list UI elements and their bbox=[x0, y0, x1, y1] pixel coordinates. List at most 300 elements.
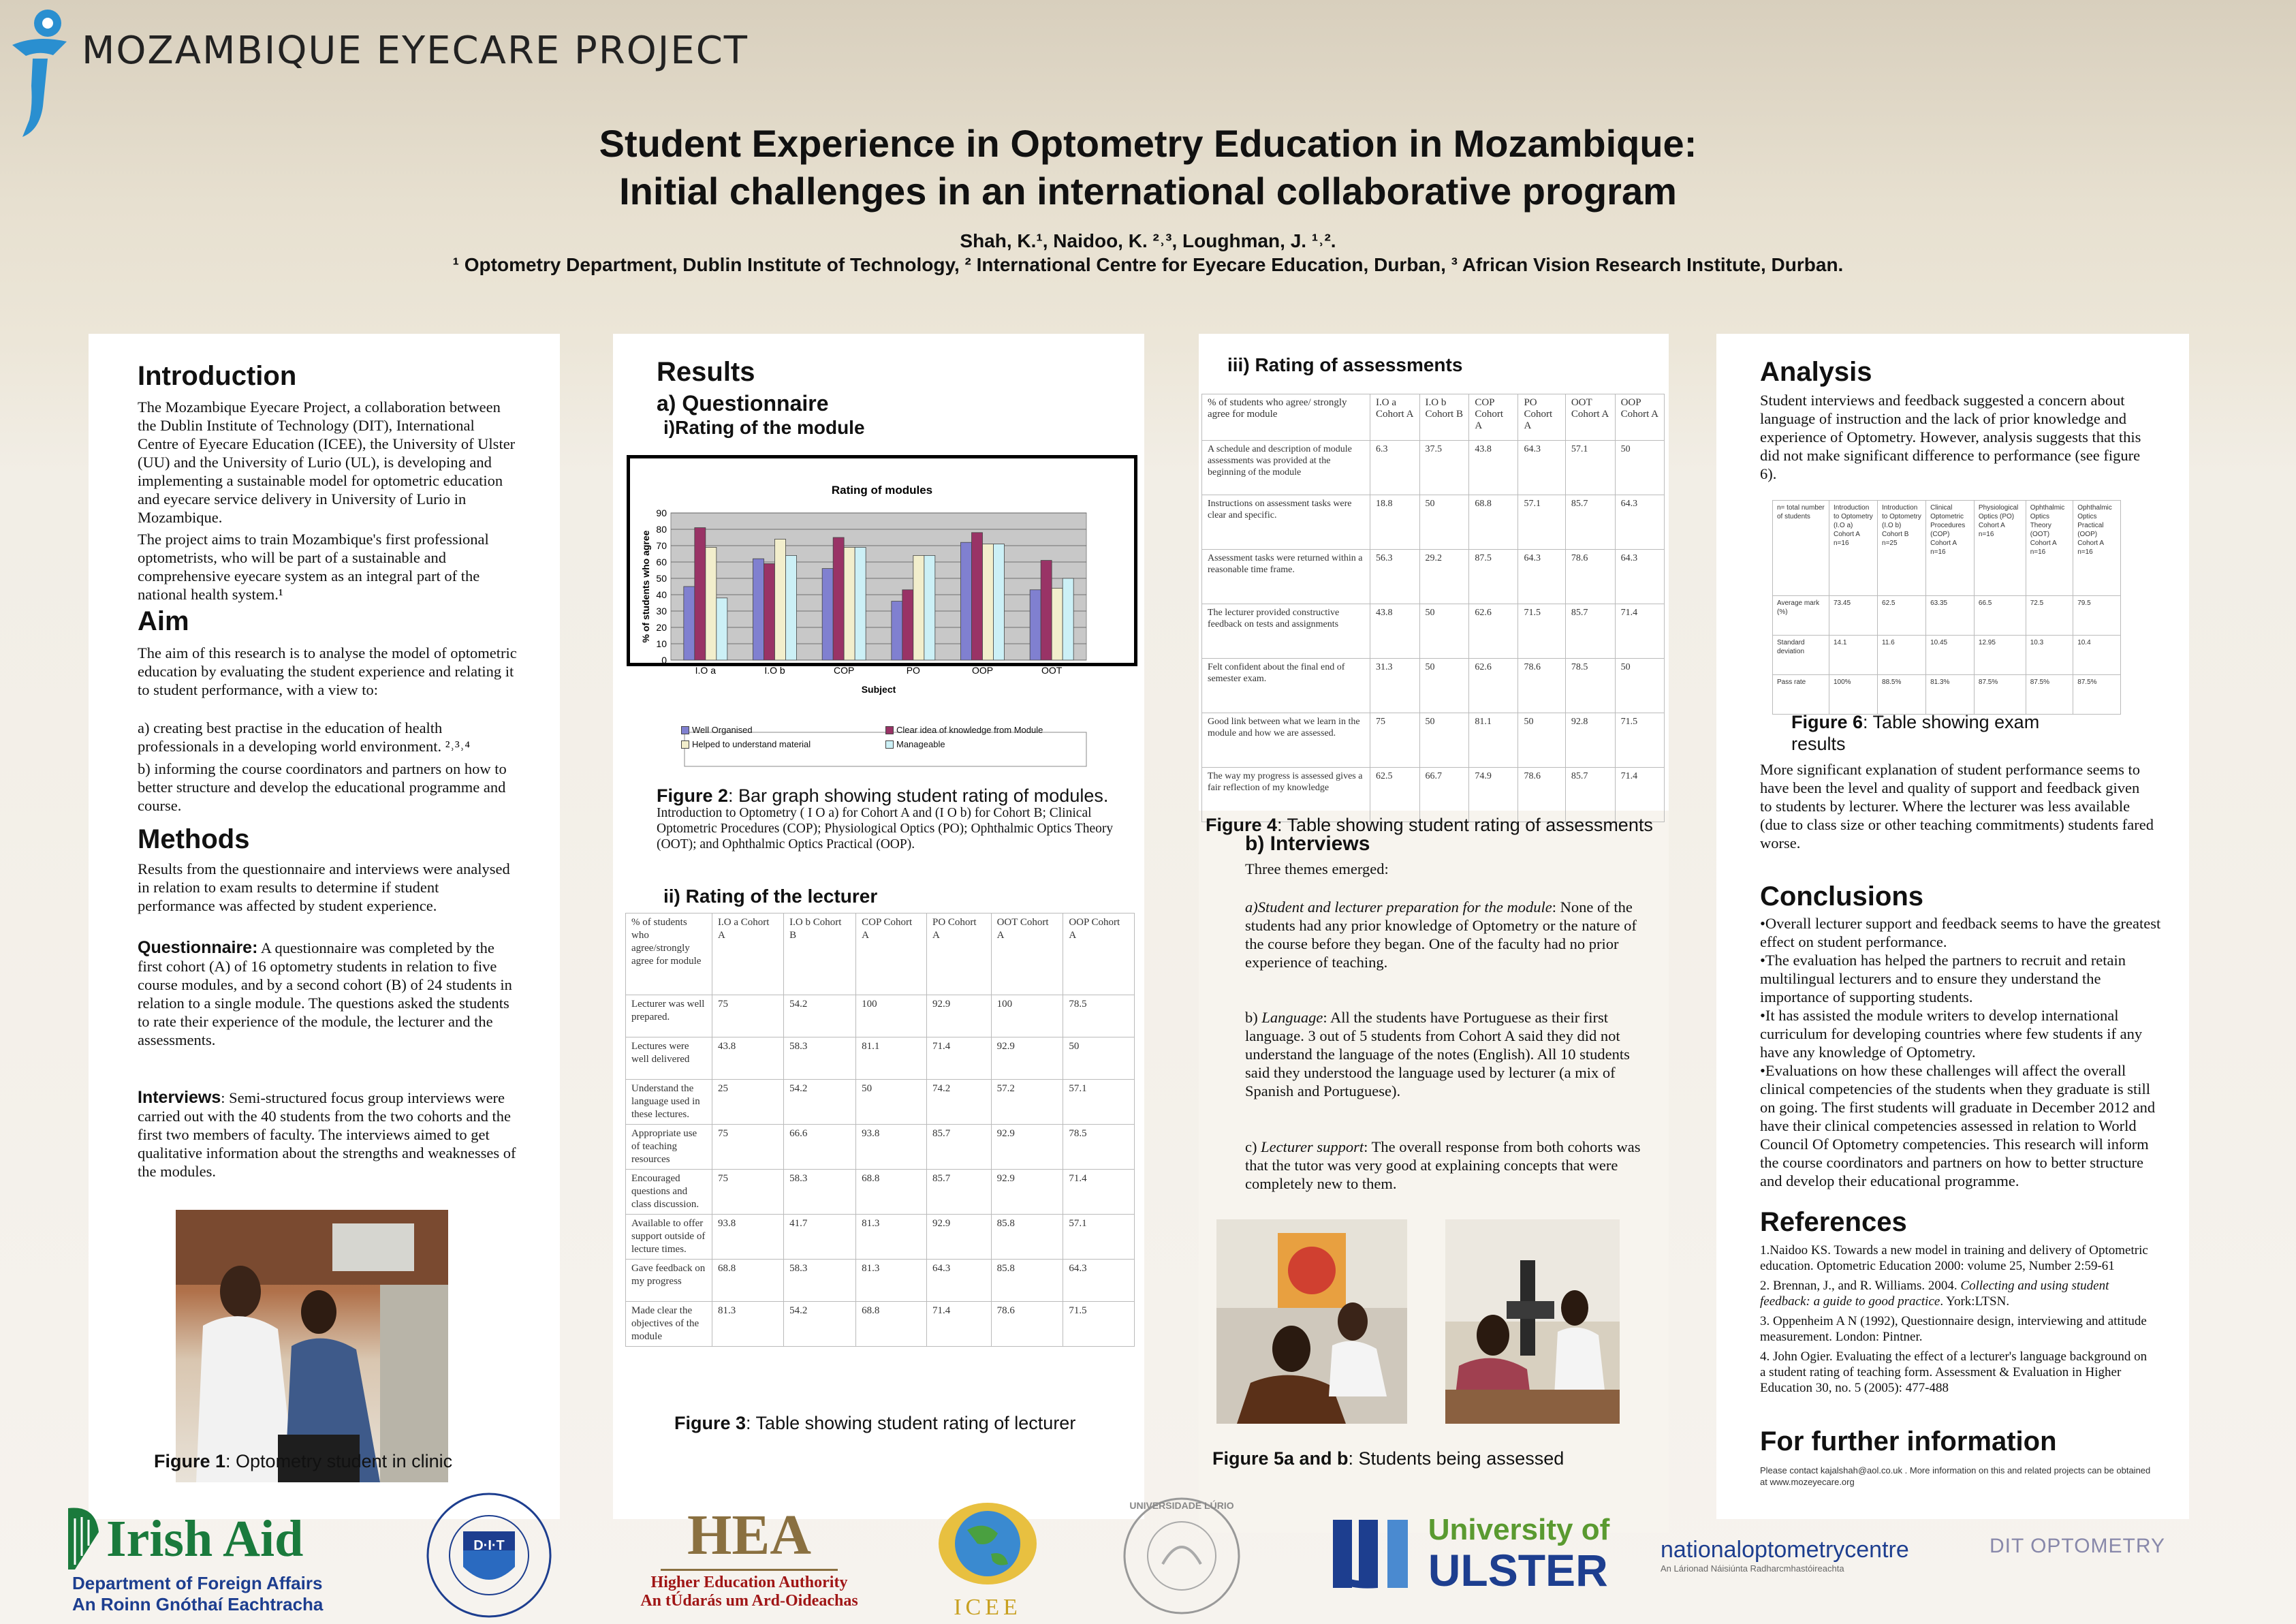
questionnaire-subheading: a) Questionnaire bbox=[657, 391, 829, 416]
table-header-cell: PO Cohort A bbox=[926, 914, 991, 995]
table-header-cell: PO Cohort A bbox=[1518, 394, 1565, 441]
value-cell: 78.6 bbox=[1518, 659, 1565, 713]
legend-label: Clear idea of knowledge from Module bbox=[896, 725, 1043, 735]
irish-aid-dept-irish: An Roinn Gnóthaí Eachtracha bbox=[72, 1594, 324, 1614]
dit-optometry-mark: DIT OPTOMETRY bbox=[1989, 1535, 2166, 1557]
value-cell: 100 bbox=[856, 995, 927, 1037]
eye-person-icon bbox=[5, 4, 70, 140]
figure3-text: : Table showing student rating of lecturer bbox=[746, 1413, 1076, 1433]
value-cell: 92.9 bbox=[991, 1125, 1063, 1170]
figure6-text: : Table showing exam results bbox=[1791, 712, 2040, 754]
clinic-photo bbox=[176, 1210, 448, 1482]
clinic-scene-icon bbox=[176, 1210, 448, 1482]
legend-label: Well Organised bbox=[692, 725, 753, 735]
value-cell: 62.5 bbox=[1370, 768, 1420, 822]
value-cell: 57.1 bbox=[1518, 495, 1565, 550]
y-tick-label: 60 bbox=[656, 557, 667, 567]
x-tick-label: I.O a bbox=[695, 665, 717, 676]
value-cell: 71.4 bbox=[1615, 604, 1664, 659]
value-cell: 93.8 bbox=[712, 1215, 784, 1260]
bar-oop-2 bbox=[983, 544, 994, 660]
lecturer-rating-subheading: ii) Rating of the lecturer bbox=[663, 886, 878, 907]
bar-oot-3 bbox=[1063, 578, 1073, 660]
table-header-row bbox=[626, 914, 1135, 995]
value-cell: 58.3 bbox=[784, 1260, 856, 1302]
value-cell: 14.1 bbox=[1829, 636, 1878, 675]
value-cell: 71.5 bbox=[1615, 713, 1664, 768]
theme-c-prefix: c) bbox=[1245, 1138, 1261, 1155]
table-row bbox=[1202, 495, 1665, 550]
assessment-rating-table bbox=[1201, 394, 1665, 822]
x-tick-label: COP bbox=[833, 665, 855, 676]
bar-cop-2 bbox=[844, 547, 855, 660]
value-cell: 64.3 bbox=[926, 1260, 991, 1302]
value-cell: 37.5 bbox=[1419, 441, 1469, 495]
table-header-cell: % of students who agree/ strongly agree for module bbox=[1202, 394, 1370, 441]
value-cell: 78.6 bbox=[991, 1302, 1063, 1347]
value-cell: 81.1 bbox=[1469, 713, 1518, 768]
photo-b-scene-icon bbox=[1445, 1219, 1620, 1424]
value-cell: 50 bbox=[1615, 659, 1664, 713]
table-header-cell: I.O a Cohort A bbox=[712, 914, 784, 995]
value-cell: 78.6 bbox=[1565, 550, 1615, 604]
noc-name-irish: An Lárionad Náisiúnta Radharcmhastóireachta bbox=[1661, 1563, 1844, 1574]
aim-p2: a) creating best practise in the education of health professionals in a developing world environment. ²˒³˒⁴ bbox=[138, 719, 471, 755]
noc-name: nationaloptometrycentre bbox=[1661, 1537, 1909, 1563]
value-cell: 93.8 bbox=[856, 1125, 927, 1170]
reference-1: 1.Naidoo KS. Towards a new model in training and delivery of Optometric education. Optometric Education 2000: volume 25, Number 2:59-61 bbox=[1760, 1243, 2148, 1273]
figure2-description: Introduction to Optometry ( I O a) for Cohort A and (I O b) for Cohort B; Clinical Optometric Procedures (COP); Physiological Optics (PO); Ophthalmic Optics Theory (OOT); and Ophthalmic Optics Practical (OOP). bbox=[657, 806, 1114, 852]
y-tick-label: 50 bbox=[656, 573, 667, 584]
chart-title: Rating of modules bbox=[831, 484, 933, 497]
value-cell: 54.2 bbox=[784, 1080, 856, 1125]
y-tick-label: 90 bbox=[656, 507, 667, 518]
value-cell: 50 bbox=[1518, 713, 1565, 768]
row-label-cell: Average mark (%) bbox=[1773, 596, 1829, 636]
irish-aid-name: Irish Aid bbox=[106, 1510, 304, 1567]
value-cell: 18.8 bbox=[1370, 495, 1420, 550]
value-cell: 88.5% bbox=[1878, 675, 1926, 715]
hea-logo bbox=[599, 1496, 899, 1619]
reference-3: 3. Oppenheim A N (1992), Questionnaire design, interviewing and attitude measurement. London: Pintner. bbox=[1760, 1314, 2147, 1344]
value-cell: 29.2 bbox=[1419, 550, 1469, 604]
value-cell: 50 bbox=[1419, 495, 1469, 550]
table-row bbox=[626, 1302, 1135, 1347]
x-tick-label: PO bbox=[906, 665, 920, 676]
value-cell: 85.7 bbox=[1565, 604, 1615, 659]
org-name: MOZAMBIQUE EYECARE PROJECT bbox=[82, 29, 749, 73]
interviews-text: : Semi-structured focus group interviews were carried out with the 40 students from the two cohorts and the first two members of faculty. The interviews aimed to get qualitative information about the strengths and weaknesses of the modules. bbox=[138, 1089, 516, 1180]
theme-a-text: : None of the students had any prior knowledge of Optometry or the nature of the course before they began. One of the faculty had no prior experience of teaching. bbox=[1245, 899, 1637, 971]
reference-2-publisher: . York:LTSN. bbox=[1940, 1294, 2010, 1309]
row-label-cell: Pass rate bbox=[1773, 675, 1829, 715]
value-cell: 50 bbox=[1419, 604, 1469, 659]
value-cell: 87.5% bbox=[2073, 675, 2121, 715]
value-cell: 50 bbox=[1063, 1037, 1135, 1080]
chart-legend bbox=[681, 725, 1090, 749]
bar-ioa-3 bbox=[717, 598, 727, 660]
value-cell: 41.7 bbox=[784, 1215, 856, 1260]
bar-iob-0 bbox=[753, 559, 764, 660]
further-info-heading: For further information bbox=[1760, 1426, 2057, 1456]
aim-p1: The aim of this research is to analyse the model of optometric education by evaluating the student experience and relating it to student performance, with a view to: bbox=[138, 644, 517, 698]
value-cell: 78.5 bbox=[1565, 659, 1615, 713]
row-label-cell: Made clear the objectives of the module bbox=[626, 1302, 712, 1347]
value-cell: 57.1 bbox=[1063, 1215, 1135, 1260]
chart-svg bbox=[630, 458, 1134, 695]
value-cell: 43.8 bbox=[1469, 441, 1518, 495]
table-row bbox=[626, 1170, 1135, 1215]
value-cell: 75 bbox=[1370, 713, 1420, 768]
value-cell: 100 bbox=[991, 995, 1063, 1037]
theme-b-text: : All the students have Portuguese as their first language. 3 out of 5 students from Cohort A said they did not understand the language of the notes (English). All 10 students said they understood the language used by lecturer (a mix of Spanish and Portuguese). bbox=[1245, 1009, 1630, 1099]
hea-mark: HEA bbox=[687, 1503, 812, 1567]
table-header-cell: OOP Cohort A bbox=[1615, 394, 1664, 441]
ulster-mark-icon bbox=[1333, 1516, 1421, 1591]
value-cell: 92.8 bbox=[1565, 713, 1615, 768]
table-row bbox=[1202, 604, 1665, 659]
icee-logo bbox=[926, 1489, 1049, 1624]
row-label-cell: A schedule and description of module assessments was provided at the beginning of the module bbox=[1202, 441, 1370, 495]
harp-icon bbox=[61, 1505, 102, 1573]
row-label-cell: Lectures were well delivered bbox=[626, 1037, 712, 1080]
references-heading: References bbox=[1760, 1207, 1907, 1237]
value-cell: 31.3 bbox=[1370, 659, 1420, 713]
x-tick-label: OOP bbox=[971, 665, 994, 676]
figure5-caption bbox=[1212, 1448, 1564, 1469]
bar-ioa-0 bbox=[684, 587, 695, 660]
value-cell: 58.3 bbox=[784, 1037, 856, 1080]
value-cell: 64.3 bbox=[1615, 550, 1664, 604]
analysis-panel bbox=[1716, 334, 2189, 1519]
table-header-cell: I.O a Cohort A bbox=[1370, 394, 1420, 441]
legend-label: Helped to understand material bbox=[692, 739, 811, 749]
bar-cop-1 bbox=[833, 537, 844, 660]
further-info-text: Please contact kajalshah@aol.co.uk . More information on this and related projects can be obtained at www.mozeyecare.org bbox=[1760, 1465, 2151, 1487]
analysis-p1: Student interviews and feedback suggested a concern about language of instruction and the lack of prior knowledge and experience of Optometry. However, analysis suggests that this did not make significant difference to performance (see figure 6). bbox=[1760, 392, 2141, 482]
interviews-theme-a bbox=[1245, 898, 1647, 971]
lurio-seal-icon bbox=[1122, 1496, 1242, 1616]
value-cell: 81.3 bbox=[712, 1302, 784, 1347]
theme-b-label: Language bbox=[1261, 1009, 1323, 1026]
table-header-cell: OOT Cohort A bbox=[1565, 394, 1615, 441]
y-axis-label: % of students who agree bbox=[640, 530, 651, 643]
bar-iob-1 bbox=[764, 563, 775, 660]
globe-icon bbox=[937, 1493, 1039, 1595]
project-logo bbox=[5, 4, 70, 140]
value-cell: 71.4 bbox=[1615, 768, 1664, 822]
table-row bbox=[1202, 768, 1665, 822]
table-row bbox=[626, 1260, 1135, 1302]
legend-swatch bbox=[681, 740, 689, 749]
row-label-cell: Lecturer was well prepared. bbox=[626, 995, 712, 1037]
legend-swatch bbox=[885, 726, 894, 734]
irish-aid-logo bbox=[61, 1499, 368, 1621]
value-cell: 81.3% bbox=[1926, 675, 1975, 715]
assessments-heading: iii) Rating of assessments bbox=[1227, 354, 1463, 375]
reference-2-authors: 2. Brennan, J., and R. Williams. 2004. bbox=[1760, 1279, 1961, 1293]
value-cell: 68.8 bbox=[856, 1302, 927, 1347]
interviews-theme-c bbox=[1245, 1138, 1647, 1193]
value-cell: 66.7 bbox=[1419, 768, 1469, 822]
dit-logo bbox=[400, 1490, 578, 1620]
value-cell: 62.6 bbox=[1469, 659, 1518, 713]
value-cell: 64.3 bbox=[1615, 495, 1664, 550]
legend-label: Manageable bbox=[896, 739, 945, 749]
value-cell: 12.95 bbox=[1974, 636, 2026, 675]
value-cell: 56.3 bbox=[1370, 550, 1420, 604]
results-heading: Results bbox=[657, 357, 755, 387]
value-cell: 64.3 bbox=[1518, 441, 1565, 495]
reference-2 bbox=[1760, 1278, 2155, 1309]
aim-heading: Aim bbox=[138, 606, 189, 636]
dit-crest-icon bbox=[421, 1490, 557, 1620]
dit-optometry-logo bbox=[1975, 1526, 2180, 1567]
row-label-cell: Gave feedback on my progress bbox=[626, 1260, 712, 1302]
y-tick-label: 30 bbox=[656, 606, 667, 616]
table-row bbox=[626, 1037, 1135, 1080]
conclusions-list bbox=[1760, 914, 2162, 1190]
interviews-label: Interviews bbox=[138, 1088, 221, 1107]
bar-po-0 bbox=[892, 602, 902, 660]
lecturer-rating-table bbox=[625, 913, 1135, 1347]
value-cell: 62.5 bbox=[1878, 596, 1926, 636]
row-label-cell: Instructions on assessment tasks were clear and specific. bbox=[1202, 495, 1370, 550]
questionnaire-label: Questionnaire: bbox=[138, 938, 258, 957]
figure1-label: Figure 1 bbox=[154, 1451, 226, 1471]
conclusion-item: •Overall lecturer support and feedback seems to have the greatest effect on student performance. bbox=[1760, 915, 2161, 950]
value-cell: 54.2 bbox=[784, 1302, 856, 1347]
chart-plot-area bbox=[671, 513, 1086, 660]
value-cell: 92.9 bbox=[926, 1215, 991, 1260]
value-cell: 75 bbox=[712, 1125, 784, 1170]
module-rating-subheading: i)Rating of the module bbox=[663, 417, 865, 438]
conclusion-item: •It has assisted the module writers to develop international curriculum for developing countries where few students if any have any knowledge of Optometry. bbox=[1760, 1007, 2143, 1061]
figure4-label: Figure 4 bbox=[1206, 815, 1278, 835]
value-cell: 57.1 bbox=[1565, 441, 1615, 495]
value-cell: 75 bbox=[712, 995, 784, 1037]
value-cell: 64.3 bbox=[1518, 550, 1565, 604]
row-label-cell: Understand the language used in these lectures. bbox=[626, 1080, 712, 1125]
figure3-caption bbox=[674, 1413, 1075, 1434]
figure1-caption bbox=[154, 1451, 452, 1472]
value-cell: 25 bbox=[712, 1080, 784, 1125]
value-cell: 73.45 bbox=[1829, 596, 1878, 636]
table-row bbox=[1773, 636, 2121, 675]
table-row bbox=[1773, 596, 2121, 636]
poster-title-line1: Student Experience in Optometry Education in Mozambique: bbox=[599, 122, 1697, 165]
bar-po-1 bbox=[902, 590, 913, 660]
row-label-cell: Standard deviation bbox=[1773, 636, 1829, 675]
value-cell: 50 bbox=[1419, 659, 1469, 713]
legend-item bbox=[885, 739, 1090, 749]
conclusion-item: •Evaluations on how these challenges will affect the overall clinical competencies of the students when they graduate is still on going. The first students will graduate in December 2012 and have their clinical competencies assessed in relation to World Council Of Optometry competencies. This research will inform the course coordinators and partners on how to better structure and develop their educational programme. bbox=[1760, 1062, 2156, 1189]
bar-ioa-1 bbox=[695, 528, 706, 660]
theme-a-label: a)Student and lecturer preparation for the module bbox=[1245, 899, 1552, 916]
value-cell: 43.8 bbox=[1370, 604, 1420, 659]
table-row bbox=[1202, 550, 1665, 604]
figure2-caption bbox=[657, 785, 1108, 807]
ulster-line2: ULSTER bbox=[1428, 1545, 1608, 1595]
value-cell: 11.6 bbox=[1878, 636, 1926, 675]
value-cell: 92.9 bbox=[991, 1170, 1063, 1215]
theme-b-prefix: b) bbox=[1245, 1009, 1262, 1026]
authors: Shah, K.¹, Naidoo, K. ²˒³, Loughman, J. ¹˒². bbox=[960, 230, 1336, 251]
table-header-cell: Ophthalmic Optics Practical (OOP) Cohort A n=16 bbox=[2073, 501, 2121, 596]
value-cell: 50 bbox=[1615, 441, 1664, 495]
row-label-cell: Available to offer support outside of lecture times. bbox=[626, 1215, 712, 1260]
assessment-photo-a bbox=[1216, 1219, 1407, 1424]
value-cell: 75 bbox=[712, 1170, 784, 1215]
table-header-cell: I.O b Cohort B bbox=[1419, 394, 1469, 441]
figure3-label: Figure 3 bbox=[674, 1413, 746, 1433]
methods-p1: Results from the questionnaire and interviews were analysed in relation to exam results to determine if student performance was affected by student experience. bbox=[138, 860, 510, 914]
value-cell: 85.8 bbox=[991, 1260, 1063, 1302]
y-tick-label: 40 bbox=[656, 589, 667, 600]
figure6-label: Figure 6 bbox=[1791, 712, 1863, 732]
value-cell: 71.5 bbox=[1063, 1302, 1135, 1347]
x-axis-label: Subject bbox=[861, 684, 896, 695]
y-tick-label: 0 bbox=[661, 655, 667, 666]
y-tick-label: 80 bbox=[656, 524, 667, 535]
photo-a-scene-icon bbox=[1216, 1219, 1407, 1424]
figure4-text: : Table showing student rating of assessments bbox=[1277, 815, 1653, 835]
table-row bbox=[1773, 675, 2121, 715]
y-tick-label: 20 bbox=[656, 622, 667, 633]
table-header-cell: % of students who agree/strongly agree for module bbox=[626, 914, 712, 995]
table-row bbox=[1202, 659, 1665, 713]
value-cell: 85.7 bbox=[926, 1125, 991, 1170]
table-header-cell: Ophthalmic Optics Theory (OOT) Cohort A n=16 bbox=[2026, 501, 2073, 596]
bar-iob-2 bbox=[775, 539, 786, 660]
interviews-theme-b bbox=[1245, 1008, 1647, 1100]
value-cell: 71.4 bbox=[926, 1037, 991, 1080]
value-cell: 92.9 bbox=[991, 1037, 1063, 1080]
introduction-panel bbox=[89, 334, 560, 1519]
value-cell: 10.4 bbox=[2073, 636, 2121, 675]
value-cell: 78.6 bbox=[1518, 768, 1565, 822]
analysis-p2: More significant explanation of student performance seems to have been the level and quality of support and feedback given to students by lecturer. Where the lecturer was less available (due to class size or other teaching commitments) students fared worse. bbox=[1760, 761, 2154, 852]
irish-aid-dept: Department of Foreign Affairs bbox=[72, 1573, 323, 1593]
value-cell: 10.45 bbox=[1926, 636, 1975, 675]
interviews-heading: b) Interviews bbox=[1245, 832, 1370, 855]
row-label-cell: The way my progress is assessed gives a fair reflection of my knowledge bbox=[1202, 768, 1370, 822]
figure1-text: : Optometry student in clinic bbox=[225, 1451, 453, 1471]
value-cell: 81.3 bbox=[856, 1260, 927, 1302]
value-cell: 81.1 bbox=[856, 1037, 927, 1080]
bar-iob-3 bbox=[786, 555, 797, 660]
value-cell: 68.8 bbox=[712, 1260, 784, 1302]
value-cell: 62.6 bbox=[1469, 604, 1518, 659]
table-row bbox=[626, 1125, 1135, 1170]
figure2-text: : Bar graph showing student rating of modules. bbox=[728, 785, 1109, 806]
theme-c-label: Lecturer support bbox=[1261, 1138, 1364, 1155]
table-header-cell: Introduction to Optometry (I.O a) Cohort A n=16 bbox=[1829, 501, 1878, 596]
questionnaire-text: A questionnaire was completed by the first cohort (A) of 16 optometry students in relation to five course modules, and by a second cohort (B) of 24 students in relation to a single module. The questions asked the students to rate their experience of the module, the lecturer and the assessments. bbox=[138, 939, 512, 1048]
bar-ioa-2 bbox=[706, 547, 717, 660]
introduction-p1: The Mozambique Eyecare Project, a collaboration between the Dublin Institute of Technology (DIT), International Centre of Eyecare Education (ICEE), the University of Ulster (UU) and the University of Lurio (UL), is developing and implementing a sustainable model for optometric education and eyecare service delivery in University of Lurio in Mozambique. bbox=[138, 399, 516, 526]
legend-swatch bbox=[885, 740, 894, 749]
value-cell: 43.8 bbox=[712, 1037, 784, 1080]
table-row bbox=[626, 1215, 1135, 1260]
legend-item bbox=[681, 739, 885, 749]
bar-oop-0 bbox=[961, 542, 972, 660]
ulster-line1: University of bbox=[1428, 1513, 1610, 1546]
value-cell: 57.2 bbox=[991, 1080, 1063, 1125]
value-cell: 58.3 bbox=[784, 1170, 856, 1215]
methods-heading: Methods bbox=[138, 824, 250, 854]
methods-questionnaire bbox=[138, 939, 519, 1049]
table-row bbox=[626, 995, 1135, 1037]
value-cell: 85.7 bbox=[1565, 495, 1615, 550]
table-header-cell: Introduction to Optometry (I.O b) Cohort B n=25 bbox=[1878, 501, 1926, 596]
icee-mark: ICEE bbox=[954, 1595, 1022, 1620]
table-header-cell: Physiological Optics (PO) Cohort A n=16 bbox=[1974, 501, 2026, 596]
y-tick-label: 70 bbox=[656, 540, 667, 551]
value-cell: 64.3 bbox=[1063, 1260, 1135, 1302]
module-rating-chart bbox=[627, 455, 1137, 695]
lurio-logo bbox=[1117, 1496, 1246, 1616]
value-cell: 71.4 bbox=[926, 1302, 991, 1347]
hea-name: Higher Education Authority bbox=[650, 1573, 848, 1591]
lurio-name: UNIVERSIDADE LÚRIO bbox=[1129, 1500, 1234, 1511]
bar-po-2 bbox=[913, 555, 924, 660]
hea-name-irish: An tÚdarás um Ard-Oideachas bbox=[640, 1591, 858, 1610]
bar-oot-1 bbox=[1041, 561, 1052, 660]
dit-mark: D·I·T bbox=[473, 1538, 505, 1553]
bar-oot-0 bbox=[1030, 590, 1041, 660]
table-header-cell: n= total number of students bbox=[1773, 501, 1829, 596]
bar-oot-2 bbox=[1052, 588, 1063, 660]
table-row bbox=[1202, 441, 1665, 495]
exam-results-table bbox=[1772, 500, 2121, 715]
national-optometry-centre-logo bbox=[1661, 1525, 1947, 1586]
table-header-cell: I.O b Cohort B bbox=[784, 914, 856, 995]
table-header-cell: COP Cohort A bbox=[1469, 394, 1518, 441]
analysis-heading: Analysis bbox=[1760, 357, 1872, 387]
row-label-cell: Assessment tasks were returned within a reasonable time frame. bbox=[1202, 550, 1370, 604]
value-cell: 85.8 bbox=[991, 1215, 1063, 1260]
value-cell: 87.5% bbox=[1974, 675, 2026, 715]
value-cell: 87.5% bbox=[2026, 675, 2073, 715]
bar-cop-3 bbox=[855, 547, 866, 660]
x-tick-label: I.O b bbox=[764, 665, 785, 676]
value-cell: 57.1 bbox=[1063, 1080, 1135, 1125]
methods-interviews bbox=[138, 1089, 519, 1181]
introduction-heading: Introduction bbox=[138, 361, 297, 391]
y-tick-label: 10 bbox=[656, 638, 667, 649]
figure5-label: Figure 5a and b bbox=[1212, 1448, 1349, 1469]
value-cell: 79.5 bbox=[2073, 596, 2121, 636]
ulster-logo bbox=[1315, 1510, 1628, 1598]
table-header-cell: Clinical Optometric Procedures (COP) Cohort A n=16 bbox=[1926, 501, 1975, 596]
figure6-caption bbox=[1791, 711, 2077, 755]
value-cell: 10.3 bbox=[2026, 636, 2073, 675]
value-cell: 68.8 bbox=[1469, 495, 1518, 550]
value-cell: 78.5 bbox=[1063, 1125, 1135, 1170]
table-header-cell: COP Cohort A bbox=[856, 914, 927, 995]
value-cell: 68.8 bbox=[856, 1170, 927, 1215]
value-cell: 87.5 bbox=[1469, 550, 1518, 604]
table-header-cell: OOP Cohort A bbox=[1063, 914, 1135, 995]
bar-oop-1 bbox=[972, 533, 983, 660]
reference-4: 4. John Ogier. Evaluating the effect of a lecturer's language background on a student rating of teaching form. Assessment & Evaluation in Higher Education 30, no. 5 (2005): 477-488 bbox=[1760, 1349, 2148, 1395]
bar-cop-0 bbox=[822, 569, 833, 660]
interviews-intro: Three themes emerged: bbox=[1245, 860, 1389, 877]
row-label-cell: Good link between what we learn in the module and how we are assessed. bbox=[1202, 713, 1370, 768]
assessments-panel bbox=[1199, 334, 1669, 1533]
references-list bbox=[1760, 1243, 2155, 1396]
